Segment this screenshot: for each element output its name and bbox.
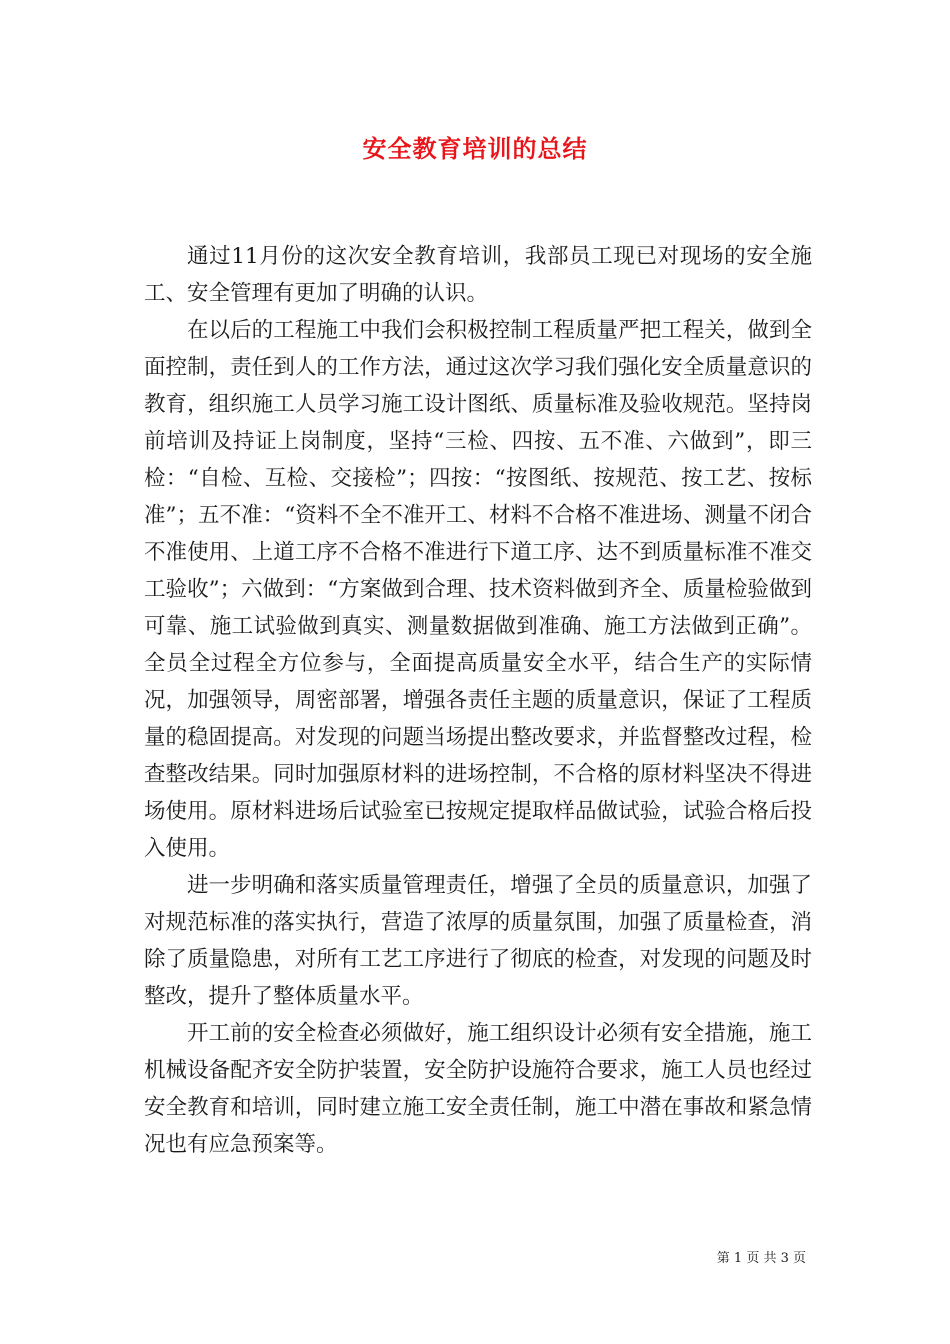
page-title: 安全教育培训的总结 xyxy=(362,134,588,163)
paragraph-4: 开工前的安全检查必须做好，施工组织设计必须有安全措施，施工机械设备配齐安全防护装置，安全防护设施符合要求，施工人员也经过安全教育和培训，同时建立施工安全责任制，施工中潜在事故和紧急情况也有应急预案等。 xyxy=(144,1021,812,1157)
document-body xyxy=(144,238,812,1163)
paragraph-2: 在以后的工程施工中我们会积极控制工程质量严把工程关，做到全面控制，责任到人的工作方法，通过这次学习我们强化安全质量意识的教育，组织施工人员学习施工设计图纸、质量标准及验收规范。坚持岗前培训及持证上岗制度，坚持“三检、四按、五不准、六做到”，即三检：“自检、互检、交接检”；四按：“按图纸、按规范、按工艺、按标准”；五不准：“资料不全不准开工、材料不合格不准进场、测量不闭合不准使用、上道工序不合格不准进行下道工序、达不到质量标准不准交工验收”；六做到：“方案做到合理、技术资料做到齐全、质量检验做到可靠、施工试验做到真实、测量数据做到准确、施工方法做到正确”。全员全过程全方位参与，全面提高质量安全水平，结合生产的实际情况，加强领导，周密部署，增强各责任主题的质量意识，保证了工程质量的稳固提高。对发现的问题当场提出整改要求，并监督整改过程，检查整改结果。同时加强原材料的进场控制，不合格的原材料坚决不得进场使用。原材料进场后试验室已按规定提取样品做试验，试验合格后投入使用。 xyxy=(144,318,812,861)
page-number-footer: 第 1 页 共 3 页 xyxy=(716,1251,806,1266)
paragraph-1: 通过11月份的这次安全教育培训，我部员工现已对现场的安全施工、安全管理有更加了明确的认识。 xyxy=(144,244,812,306)
paragraph-3: 进一步明确和落实质量管理责任，增强了全员的质量意识，加强了对规范标准的落实执行，营造了浓厚的质量氛围，加强了质量检查，消除了质量隐患，对所有工艺工序进行了彻底的检查，对发现的问题及时整改，提升了整体质量水平。 xyxy=(144,873,812,1009)
